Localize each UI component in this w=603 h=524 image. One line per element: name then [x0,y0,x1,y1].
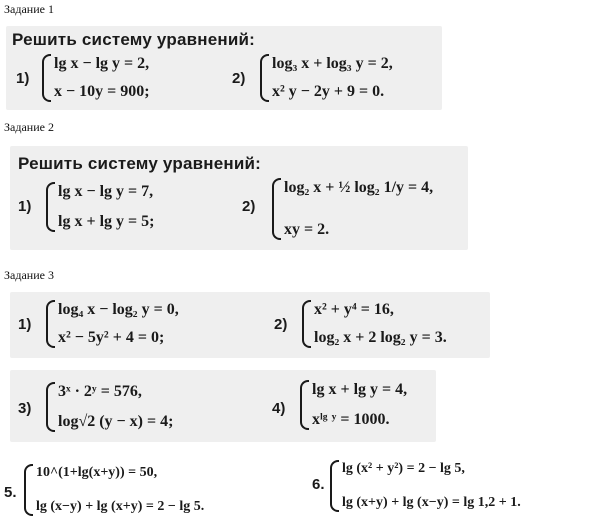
brace [302,300,311,348]
equation-line: 3ˣ · 2ʸ = 576, [58,383,142,400]
task-3-item-4-system [300,380,407,430]
task-1-card [6,26,442,110]
brace [300,380,309,430]
equation-line: xˡᵍ ʸ = 1000. [312,411,390,428]
task-3-item-1-number: 1) [18,316,32,333]
item-5-system [24,464,204,516]
task-2-item-1-system [46,182,154,232]
brace [46,382,55,432]
equation-line: lg (x+y) + lg (x−y) = lg 1,2 + 1. [342,495,521,510]
equation-line: x − 10y = 900; [54,83,150,100]
brace [260,54,269,102]
equation-line: log₂ x + ½ log₂ 1/y = 4, [284,179,434,196]
task-1-label: Задание 1 [4,2,54,16]
item-6-system [330,460,521,512]
brace [330,460,339,512]
task-2-card [10,146,468,250]
task-2-item-1-number: 1) [18,198,32,215]
task-3-item-3-system [46,382,173,432]
task-3-label: Задание 3 [4,268,54,282]
item-5-number: 5. [4,484,17,501]
brace [272,178,281,240]
equation-line: lg (x² + y²) = 2 − lg 5, [342,461,465,476]
equation-line: lg x − lg y = 2, [54,55,150,72]
task-3-item-3-number: 3) [18,400,32,417]
task-2-label: Задание 2 [4,120,54,134]
equation-line: log₄ x − log₂ y = 0, [58,301,179,318]
task-2-item-2-number: 2) [242,198,256,215]
task-1-item-2-system [260,54,393,102]
task-3-item-2-system [302,300,447,348]
task-1-item-2-number: 2) [232,70,246,87]
task-3-item-4-number: 4) [272,400,286,417]
task-3-card-top [10,292,490,358]
equation-line: lg x + lg y = 4, [312,381,408,398]
equation-line: xy = 2. [284,221,330,238]
task-3-card-bottom [10,370,436,442]
equation-line: log√2 (y − x) = 4; [58,413,174,430]
equation-line: lg (x−y) + lg (x+y) = 2 − lg 5. [36,499,205,514]
equation-line: 10^(1+lg(x+y)) = 50, [36,465,158,480]
brace [42,54,51,102]
equation-line: log₂ x + 2 log₂ y = 3. [314,329,447,346]
equation-line: log₃ x + log₃ y = 2, [272,55,393,72]
task-3-item-1-system [46,300,179,348]
task-1-item-1-number: 1) [16,70,30,87]
task-2-heading: Решить систему уравнений: [18,154,262,173]
equation-line: x² − 5y² + 4 = 0; [58,329,165,346]
brace [46,182,55,232]
item-6-number: 6. [312,476,325,493]
task-1-heading: Решить систему уравнений: [12,30,256,49]
task-2-item-2-system [272,178,433,240]
equation-line: x² y − 2y + 9 = 0. [272,83,385,100]
equation-line: x² + y⁴ = 16, [314,301,394,318]
brace [24,464,33,516]
brace [46,300,55,348]
task-1-item-1-system [42,54,150,102]
equation-line: lg x − lg y = 7, [58,183,154,200]
task-3-item-2-number: 2) [274,316,288,333]
equation-line: lg x + lg y = 5; [58,213,155,230]
